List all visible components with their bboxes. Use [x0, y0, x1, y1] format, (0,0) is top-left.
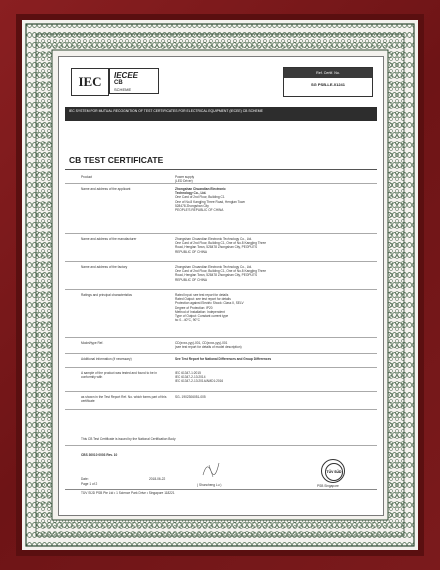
field-value: Zhongshan Chuandian Electronic: [175, 187, 226, 191]
signature: [199, 457, 223, 481]
field-value: Rated Output: see test report for details: [175, 297, 231, 302]
field-value: Degree of Protection: IP20: [175, 305, 213, 310]
iecee-cb-logo: [109, 68, 159, 94]
field-value: Type of Output: Constant current type: [175, 314, 229, 318]
certificate-number-box: [283, 67, 373, 97]
field-divider: [65, 233, 377, 234]
tuv-caption: PSB Singapore: [317, 484, 339, 488]
field-label: as shown in the Test Report Ref. No. which forms part of this certificate: [81, 395, 167, 404]
field-divider: [65, 289, 377, 290]
field-value: (see test report for details of model description): [175, 345, 242, 350]
field-value: Zhongshan Chuandian Electronic Technology Co., Ltd.: [175, 265, 253, 269]
iec-logo-text: IEC: [78, 74, 102, 89]
field-value: REPUBLIC OF CHINA: [175, 249, 208, 254]
field-divider: [65, 353, 377, 354]
field-value: IEC 61347-1:2015: [175, 371, 201, 375]
field-value: Road, Henglan Town, 528478 Zhongshan City, PEOPLE'S: [175, 245, 258, 250]
field-label: Ratings and principal characteristics: [81, 293, 133, 297]
field-value: Power supply: [175, 175, 195, 179]
cb-logo-text: CB: [114, 79, 123, 86]
field-value: One Card of 2nd Floor, Building C1, One of No.8 Kangjing Three: [175, 269, 267, 274]
field-label: Name and address of the applicant: [81, 187, 131, 191]
field-label: Name and address of the factory: [81, 265, 128, 269]
title-divider: [65, 169, 377, 170]
field-value: IEC 61347-2-13:2014/AMD1:2016: [175, 379, 224, 384]
field-value: Technology Co., Ltd.: [175, 191, 207, 196]
field-divider: [65, 409, 377, 410]
field-value: Protection against Electric Shock: Class II, SELV: [175, 301, 244, 306]
field-value: One of No.8 Kangjing Three Road, Henglan Town: [175, 199, 246, 204]
field-value: One Card of 2nd Floor, Building C1: [175, 195, 225, 200]
footer-divider: [65, 445, 377, 446]
field-value: ta: 0...40°C, 90°C: [175, 318, 200, 323]
field-divider: [65, 261, 377, 262]
field-value: CD(xxxx-yyy)-001, CD(xxxx-yyy)-001: [175, 341, 228, 345]
field-value: (LED Driver): [175, 179, 193, 184]
field-label: Model/type Ref.: [81, 341, 104, 345]
field-label: Name and address of the manufacturer: [81, 237, 137, 241]
date-value: 2018-06-22: [149, 477, 166, 481]
field-label: A sample of the product was tested and found to be in conformity with: [81, 371, 158, 380]
field-value: REPUBLIC OF CHINA: [175, 277, 208, 282]
iec-logo: [71, 68, 109, 96]
tuv-sud-logo: [321, 459, 345, 483]
page-title: CB TEST CERTIFICATE: [69, 155, 164, 165]
signatory-name: ( Shuncheng Lu ): [197, 483, 222, 487]
address-divider: [65, 489, 377, 490]
field-label: Additional information (if necessary): [81, 357, 132, 361]
certificate-page: [58, 56, 384, 516]
cert-ref-number: SG PSB-LE-01241: [310, 82, 345, 87]
issued-note: This CB Test Certificate is issued by the National Certification Body: [81, 437, 176, 441]
field-value: 528478 Zhongshan City: [175, 203, 209, 208]
field-divider: [65, 391, 377, 392]
field-divider: [65, 367, 377, 368]
scheme-logo-text: SCHEME: [114, 86, 132, 92]
field-value: SG- 1902306051-005: [175, 395, 206, 399]
form-reference: CBS 30010 0003 Rev. 10: [81, 453, 118, 457]
field-value: Zhongshan Chuandian Electronic Technology Co., Ltd.: [175, 237, 253, 241]
scheme-banner: IEC SYSTEM FOR MUTUAL RECOGNITION OF TEST CERTIFICATES FOR ELECTRICAL EQUIPMENT (IECEE) CB SCHEME: [65, 107, 377, 121]
tuv-sud-logo-text: TÜV SÜD: [325, 463, 343, 481]
field-label: Product: [81, 175, 92, 179]
field-value: One Card of 2nd Floor, Building C1, One of No.8 Kangjing Three: [175, 241, 267, 246]
date-label: Date:: [81, 477, 89, 481]
field-value: PEOPLE'S REPUBLIC OF CHINA: [175, 208, 224, 212]
field-value: See Test Report for National Differences and Group Differences: [175, 357, 272, 361]
field-divider: [65, 183, 377, 184]
field-divider: [65, 337, 377, 338]
issuer-address: TÜV SÜD PSB Pte Ltd • 1 Science Park Drive • Singapore 118221: [81, 491, 175, 495]
field-value: Method of Installation: Independent: [175, 309, 225, 314]
iecee-logo-text: IECEE: [114, 70, 139, 80]
cert-ref-label: Ref. Certif. No.: [284, 68, 372, 78]
page-number: Page 1 of 2: [81, 482, 98, 486]
field-value: Rated Input: see test report for details: [175, 293, 229, 297]
field-value: IEC 61347-2-13:2014: [175, 375, 206, 380]
field-value: Road, Henglan Town, 528478 Zhongshan City, PEOPLE'S: [175, 273, 258, 278]
